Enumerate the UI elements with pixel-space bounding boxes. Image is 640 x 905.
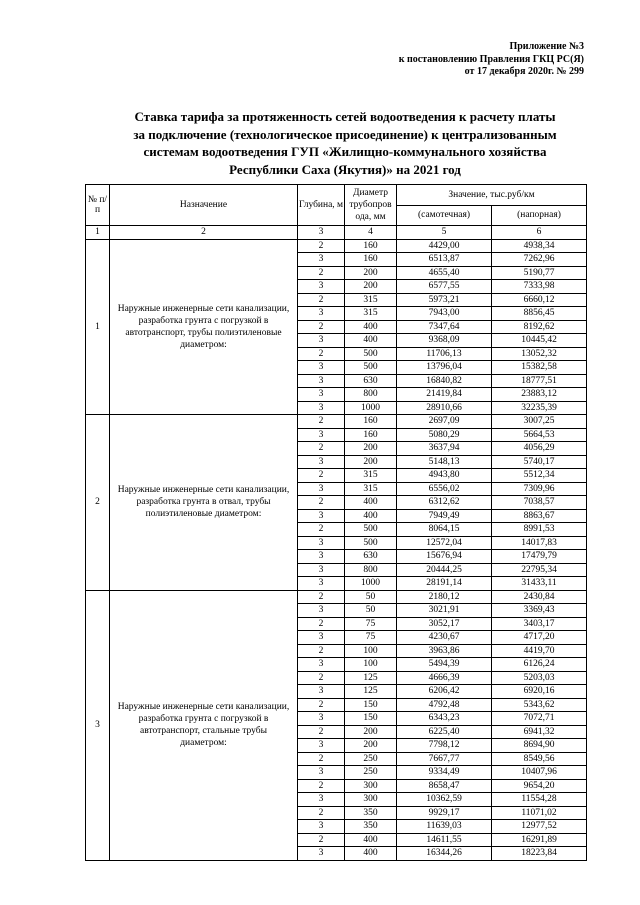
cell-pressure: 22795,34 <box>492 563 587 577</box>
cell-diameter: 350 <box>345 820 397 834</box>
cell-pressure: 6920,16 <box>492 685 587 699</box>
header-num: № п/п <box>86 185 110 226</box>
cell-diameter: 125 <box>345 685 397 699</box>
cell-depth: 3 <box>298 847 345 861</box>
appendix-date: от 17 декабря 2020г. № 299 <box>464 66 584 77</box>
cell-pressure: 12977,52 <box>492 820 587 834</box>
header-diameter: Диаметр трубопров ода, мм <box>345 185 397 226</box>
title-line-2: за подключение (технологическое присоединение) к централизованным <box>133 126 557 142</box>
cell-depth: 3 <box>298 307 345 321</box>
cell-pressure: 7333,98 <box>492 280 587 294</box>
cell-diameter: 800 <box>345 563 397 577</box>
cell-pressure: 9654,20 <box>492 779 587 793</box>
cell-depth: 2 <box>298 725 345 739</box>
cell-pressure: 23883,12 <box>492 388 587 402</box>
cell-pressure: 7072,71 <box>492 712 587 726</box>
cell-depth: 2 <box>298 698 345 712</box>
cell-gravity: 6513,87 <box>397 253 492 267</box>
document-title <box>60 108 630 178</box>
cell-depth: 3 <box>298 577 345 591</box>
cell-gravity: 3963,86 <box>397 644 492 658</box>
group-number: 3 <box>86 590 110 860</box>
cell-pressure: 6660,12 <box>492 293 587 307</box>
cell-depth: 3 <box>298 388 345 402</box>
cell-diameter: 160 <box>345 239 397 253</box>
cell-depth: 3 <box>298 334 345 348</box>
cell-pressure: 14017,83 <box>492 536 587 550</box>
cell-gravity: 16840,82 <box>397 374 492 388</box>
cell-depth: 2 <box>298 779 345 793</box>
cell-depth: 3 <box>298 604 345 618</box>
cell-depth: 2 <box>298 469 345 483</box>
cell-pressure: 3403,17 <box>492 617 587 631</box>
cell-pressure: 4717,20 <box>492 631 587 645</box>
cell-depth: 2 <box>298 671 345 685</box>
cell-diameter: 500 <box>345 536 397 550</box>
cell-pressure: 18777,51 <box>492 374 587 388</box>
header-depth: Глубина, м <box>298 185 345 226</box>
cell-gravity: 4792,48 <box>397 698 492 712</box>
cell-diameter: 315 <box>345 293 397 307</box>
cell-gravity: 4429,00 <box>397 239 492 253</box>
cell-diameter: 75 <box>345 617 397 631</box>
cell-gravity: 2180,12 <box>397 590 492 604</box>
cell-gravity: 7667,77 <box>397 752 492 766</box>
cell-gravity: 9334,49 <box>397 766 492 780</box>
cell-depth: 2 <box>298 239 345 253</box>
cell-pressure: 7038,57 <box>492 496 587 510</box>
cell-diameter: 500 <box>345 523 397 537</box>
group-number: 1 <box>86 239 110 415</box>
cell-diameter: 200 <box>345 442 397 456</box>
cell-gravity: 8064,15 <box>397 523 492 537</box>
cell-depth: 3 <box>298 793 345 807</box>
title-line-4: Республики Саха (Якутия)» на 2021 год <box>229 161 461 177</box>
title-line-3: системам водоотведения ГУП «Жилищно-коммунального хозяйства <box>143 144 547 159</box>
cell-diameter: 300 <box>345 793 397 807</box>
cell-depth: 3 <box>298 253 345 267</box>
cell-gravity: 7798,12 <box>397 739 492 753</box>
cell-gravity: 7943,00 <box>397 307 492 321</box>
cell-gravity: 5973,21 <box>397 293 492 307</box>
cell-gravity: 6312,62 <box>397 496 492 510</box>
cell-gravity: 5080,29 <box>397 428 492 442</box>
cell-gravity: 6206,42 <box>397 685 492 699</box>
cell-diameter: 250 <box>345 766 397 780</box>
cell-gravity: 21419,84 <box>397 388 492 402</box>
cell-pressure: 10445,42 <box>492 334 587 348</box>
cell-gravity: 20444,25 <box>397 563 492 577</box>
cell-diameter: 50 <box>345 604 397 618</box>
cell-depth: 2 <box>298 496 345 510</box>
cell-gravity: 6556,02 <box>397 482 492 496</box>
cell-pressure: 2430,84 <box>492 590 587 604</box>
cell-pressure: 10407,96 <box>492 766 587 780</box>
cell-pressure: 16291,89 <box>492 833 587 847</box>
cell-depth: 2 <box>298 442 345 456</box>
cell-pressure: 8192,62 <box>492 320 587 334</box>
cell-gravity: 13796,04 <box>397 361 492 375</box>
cell-gravity: 4943,80 <box>397 469 492 483</box>
cell-diameter: 200 <box>345 266 397 280</box>
header-value: Значение, тыс.руб/км <box>397 185 587 206</box>
cell-pressure: 5190,77 <box>492 266 587 280</box>
cell-depth: 2 <box>298 752 345 766</box>
header-purpose: Назначение <box>110 185 298 226</box>
cell-diameter: 400 <box>345 509 397 523</box>
title-line-1: Ставка тарифа за протяженность сетей водоотведения к расчету платы <box>134 109 556 124</box>
cell-pressure: 17479,79 <box>492 550 587 564</box>
cell-pressure: 5740,17 <box>492 455 587 469</box>
cell-pressure: 5343,62 <box>492 698 587 712</box>
table-row <box>86 239 587 253</box>
group-purpose: Наружные инженерные сети канализации, разработка грунта в отвал, трубы полиэтиленовые диаметром: <box>110 415 298 591</box>
cell-diameter: 160 <box>345 428 397 442</box>
cell-diameter: 200 <box>345 455 397 469</box>
cell-diameter: 150 <box>345 712 397 726</box>
cell-depth: 3 <box>298 631 345 645</box>
cell-pressure: 32235,39 <box>492 401 587 415</box>
cell-gravity: 6577,55 <box>397 280 492 294</box>
cell-gravity: 6343,23 <box>397 712 492 726</box>
group-purpose: Наружные инженерные сети канализации, разработка грунта с погрузкой в автотранспорт, стальные трубы диаметром: <box>110 590 298 860</box>
cell-gravity: 28191,14 <box>397 577 492 591</box>
cell-diameter: 160 <box>345 253 397 267</box>
cell-diameter: 150 <box>345 698 397 712</box>
cell-depth: 2 <box>298 320 345 334</box>
cell-gravity: 8658,47 <box>397 779 492 793</box>
cell-diameter: 200 <box>345 725 397 739</box>
cell-gravity: 11706,13 <box>397 347 492 361</box>
cell-diameter: 400 <box>345 847 397 861</box>
tariff-table <box>85 184 587 861</box>
cell-depth: 2 <box>298 590 345 604</box>
cell-depth: 3 <box>298 766 345 780</box>
cell-pressure: 5664,53 <box>492 428 587 442</box>
appendix-resolution: к постановлению Правления ГКЦ РС(Я) <box>398 53 584 65</box>
cell-gravity: 5494,39 <box>397 658 492 672</box>
cell-pressure: 18223,84 <box>492 847 587 861</box>
cell-diameter: 1000 <box>345 401 397 415</box>
cell-depth: 2 <box>298 644 345 658</box>
cell-gravity: 12572,04 <box>397 536 492 550</box>
cell-depth: 2 <box>298 617 345 631</box>
cell-diameter: 50 <box>345 590 397 604</box>
cell-diameter: 500 <box>345 361 397 375</box>
cell-pressure: 7309,96 <box>492 482 587 496</box>
group-purpose: Наружные инженерные сети канализации, разработка грунта с погрузкой в автотранспорт, трубы полиэтиленовые диаметром: <box>110 239 298 415</box>
cell-depth: 3 <box>298 658 345 672</box>
cell-depth: 2 <box>298 833 345 847</box>
cell-gravity: 14611,55 <box>397 833 492 847</box>
cell-pressure: 4419,70 <box>492 644 587 658</box>
cell-depth: 3 <box>298 428 345 442</box>
cell-diameter: 100 <box>345 658 397 672</box>
appendix-header <box>399 41 584 79</box>
cell-gravity: 28910,66 <box>397 401 492 415</box>
cell-pressure: 11071,02 <box>492 806 587 820</box>
cell-gravity: 4666,39 <box>397 671 492 685</box>
cell-gravity: 10362,59 <box>397 793 492 807</box>
cell-diameter: 800 <box>345 388 397 402</box>
cell-diameter: 300 <box>345 779 397 793</box>
cell-diameter: 630 <box>345 550 397 564</box>
cell-diameter: 400 <box>345 833 397 847</box>
cell-depth: 3 <box>298 280 345 294</box>
cell-gravity: 4655,40 <box>397 266 492 280</box>
cell-diameter: 500 <box>345 347 397 361</box>
cell-depth: 2 <box>298 806 345 820</box>
cell-pressure: 5203,03 <box>492 671 587 685</box>
cell-depth: 3 <box>298 455 345 469</box>
cell-gravity: 9929,17 <box>397 806 492 820</box>
cell-gravity: 11639,03 <box>397 820 492 834</box>
cell-pressure: 8694,90 <box>492 739 587 753</box>
cell-pressure: 8991,53 <box>492 523 587 537</box>
col-number: 6 <box>492 226 587 240</box>
column-number-row <box>86 226 587 240</box>
cell-diameter: 200 <box>345 739 397 753</box>
cell-pressure: 13052,32 <box>492 347 587 361</box>
cell-depth: 3 <box>298 482 345 496</box>
cell-gravity: 3637,94 <box>397 442 492 456</box>
cell-depth: 3 <box>298 401 345 415</box>
cell-depth: 3 <box>298 739 345 753</box>
cell-pressure: 6941,32 <box>492 725 587 739</box>
cell-pressure: 31433,11 <box>492 577 587 591</box>
cell-depth: 2 <box>298 523 345 537</box>
cell-depth: 2 <box>298 347 345 361</box>
cell-gravity: 9368,09 <box>397 334 492 348</box>
cell-depth: 3 <box>298 509 345 523</box>
col-number: 4 <box>345 226 397 240</box>
cell-depth: 3 <box>298 536 345 550</box>
cell-diameter: 125 <box>345 671 397 685</box>
col-number: 3 <box>298 226 345 240</box>
cell-diameter: 315 <box>345 469 397 483</box>
cell-depth: 3 <box>298 820 345 834</box>
cell-diameter: 250 <box>345 752 397 766</box>
cell-diameter: 160 <box>345 415 397 429</box>
cell-depth: 3 <box>298 685 345 699</box>
cell-pressure: 15382,58 <box>492 361 587 375</box>
cell-diameter: 630 <box>345 374 397 388</box>
cell-pressure: 4056,29 <box>492 442 587 456</box>
cell-gravity: 16344,26 <box>397 847 492 861</box>
cell-gravity: 4230,67 <box>397 631 492 645</box>
cell-gravity: 7347,64 <box>397 320 492 334</box>
cell-pressure: 8549,56 <box>492 752 587 766</box>
cell-pressure: 3369,43 <box>492 604 587 618</box>
col-number: 2 <box>110 226 298 240</box>
cell-depth: 3 <box>298 712 345 726</box>
cell-pressure: 3007,25 <box>492 415 587 429</box>
cell-depth: 3 <box>298 550 345 564</box>
cell-gravity: 6225,40 <box>397 725 492 739</box>
cell-diameter: 315 <box>345 307 397 321</box>
col-number: 5 <box>397 226 492 240</box>
cell-depth: 2 <box>298 415 345 429</box>
cell-depth: 2 <box>298 293 345 307</box>
header-pressure: (напорная) <box>492 206 587 226</box>
cell-gravity: 3021,91 <box>397 604 492 618</box>
cell-gravity: 3052,17 <box>397 617 492 631</box>
cell-diameter: 315 <box>345 482 397 496</box>
cell-diameter: 400 <box>345 496 397 510</box>
cell-depth: 2 <box>298 266 345 280</box>
col-number: 1 <box>86 226 110 240</box>
cell-pressure: 5512,34 <box>492 469 587 483</box>
cell-pressure: 4938,34 <box>492 239 587 253</box>
header-row-1 <box>86 185 587 206</box>
cell-pressure: 8863,67 <box>492 509 587 523</box>
table-row <box>86 415 587 429</box>
cell-diameter: 75 <box>345 631 397 645</box>
table-row <box>86 590 587 604</box>
cell-gravity: 7949,49 <box>397 509 492 523</box>
cell-gravity: 15676,94 <box>397 550 492 564</box>
cell-gravity: 2697,09 <box>397 415 492 429</box>
cell-diameter: 400 <box>345 320 397 334</box>
cell-depth: 3 <box>298 361 345 375</box>
cell-depth: 3 <box>298 374 345 388</box>
appendix-number: Приложение №3 <box>509 41 584 52</box>
group-number: 2 <box>86 415 110 591</box>
cell-diameter: 1000 <box>345 577 397 591</box>
cell-diameter: 400 <box>345 334 397 348</box>
cell-depth: 3 <box>298 563 345 577</box>
cell-diameter: 200 <box>345 280 397 294</box>
cell-pressure: 6126,24 <box>492 658 587 672</box>
header-gravity: (самотечная) <box>397 206 492 226</box>
cell-gravity: 5148,13 <box>397 455 492 469</box>
cell-diameter: 100 <box>345 644 397 658</box>
cell-diameter: 350 <box>345 806 397 820</box>
cell-pressure: 11554,28 <box>492 793 587 807</box>
cell-pressure: 8856,45 <box>492 307 587 321</box>
cell-pressure: 7262,96 <box>492 253 587 267</box>
